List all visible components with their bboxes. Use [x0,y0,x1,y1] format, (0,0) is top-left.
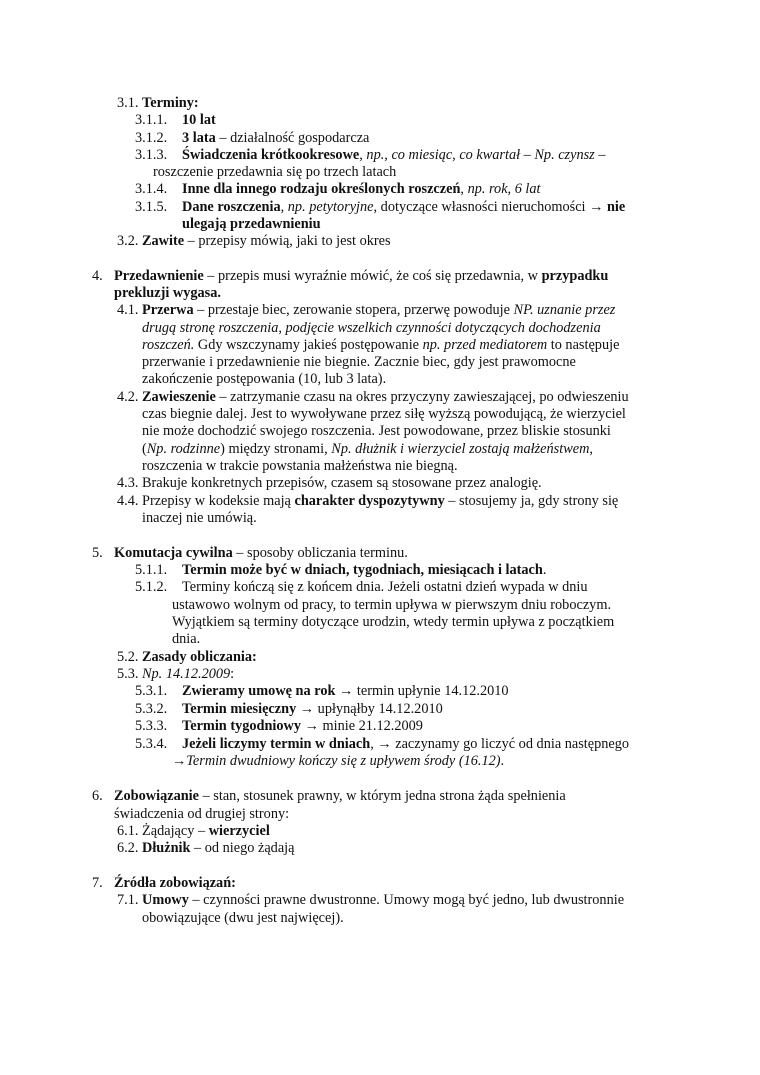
s7-1: 7.1. Umowy – czynności prawne dwustronne. Umowy mogą być jedno, lub dwustronnie [117,892,625,908]
s4-1-l2: drugą stronę roszczenia, podjęcie wszelkich czynności dotyczących dochodzenia [142,320,601,336]
s3-1-5: 3.1.5. Dane roszczenia, np. petytoryjne, dotyczące własności nieruchomości → nie [135,199,626,215]
arrow-icon: → [172,753,187,769]
s4-1-l5: zakończenie postępowania (10, lub 3 lata). [142,371,387,387]
s4-2-l3: nie może dochodzić swojego roszczenia. Jest powodowane, przez bliskie stosunki [142,423,611,439]
s4-1: 4.1. Przerwa – przestaje biec, zerowanie stopera, przerwę powoduje NP. uznanie przez [117,302,616,318]
s4-2-l4: (Np. rodzinne) między stronami, Np. dłużnik i wierzyciel zostają małżeństwem, [142,441,593,457]
s3-1-5-cont: ulegają przedawnieniu [182,216,321,232]
s6-heading-cont: świadczenia od drugiej strony: [114,806,290,822]
s4-2-l2: czas biegnie dalej. Jest to wywoływane przez siłę wyższą powodującą, że wierzyciel [142,406,626,422]
s5-3-4-l2: →Termin dwudniowy kończy się z upływem środy (16.12). [172,753,505,769]
s3-1-1: 3.1.1. 10 lat [135,112,216,128]
arrow-icon: → [301,718,319,734]
arrow-icon: → [589,199,604,215]
s5-1-2-l3: Wyjątkiem są terminy dotyczące urodzin, wtedy termin upływa z początkiem [172,614,615,630]
s5-1-2-l4: dnia. [172,631,201,647]
s6-2: 6.2. Dłużnik – od niego żądają [117,840,295,856]
s4-3: 4.3. Brakuje konkretnych przepisów, czasem są stosowane przez analogię. [117,475,542,491]
arrow-icon: → [335,683,354,699]
s5-3-3: 5.3.3. Termin tygodniowy → minie 21.12.2009 [135,718,423,734]
s3-1-2: 3.1.2. 3 lata – działalność gospodarcza [135,130,370,146]
s6-heading: 6. Zobowiązanie – stan, stosunek prawny, w którym jedna strona żąda spełnienia [92,788,566,804]
arrow-icon: → [296,701,315,717]
s3-1-3-cont: roszczenie przedawnia się po trzech latach [153,164,397,180]
s4-1-l3: roszczeń. Gdy wszczynamy jakieś postępowanie np. przed mediatorem to następuje [142,337,620,353]
s4-heading-cont: prekluzji wygasa. [114,285,221,301]
s5-3: 5.3. Np. 14.12.2009: [117,666,235,682]
s5-heading: 5. Komutacja cywilna – sposoby obliczania terminu. [92,545,408,561]
s4-2: 4.2. Zawieszenie – zatrzymanie czasu na okres przyczyny zawieszającej, po odwieszeniu [117,389,629,405]
s5-2: 5.2. Zasady obliczania: [117,649,257,665]
s3-1-3: 3.1.3. Świadczenia krótkookresowe, np., co miesiąc, co kwartał – Np. czynsz – [135,147,606,163]
s6-1: 6.1. Żądający – wierzyciel [117,823,270,839]
s4-heading: 4. Przedawnienie – przepis musi wyraźnie mówić, że coś się przedawnia, w przypadku [92,268,609,284]
s5-1-1: 5.1.1. Termin może być w dniach, tygodniach, miesiącach i latach. [135,562,547,578]
s5-3-4: 5.3.4. Jeżeli liczymy termin w dniach, → zaczynamy go liczyć od dnia następnego [135,736,630,752]
s4-4: 4.4. Przepisy w kodeksie mają charakter dyspozytywny – stosujemy ja, gdy strony się [117,493,619,509]
s4-1-l4: przerwanie i przedawnienie nie biegnie. Zacznie biec, gdy jest prawomocne [142,354,576,370]
s4-4-l2: inaczej nie umówią. [142,510,257,526]
s5-1-2-l2: ustawowo wolnym od pracy, to termin upływa w pierwszym dniu roboczym. [172,597,612,613]
s3-2: 3.2. Zawite – przepisy mówią, jaki to jest okres [117,233,391,249]
s7-1-l2: obowiązujące (dwu jest najwięcej). [142,910,344,926]
s3-1-4: 3.1.4. Inne dla innego rodzaju określonych roszczeń, np. rok, 6 lat [135,181,541,197]
s7-heading: 7. Źródła zobowiązań: [92,875,236,891]
s5-1-2: 5.1.2. Terminy kończą się z końcem dnia. Jeżeli ostatni dzień wypada w dniu [135,579,588,595]
s5-3-1: 5.3.1. Zwieramy umowę na rok → termin upłynie 14.12.2010 [135,683,509,699]
arrow-icon: → [377,736,392,752]
s3-1-heading: 3.1. Terminy: [117,95,199,111]
s5-3-2: 5.3.2. Termin miesięczny → upłynąłby 14.12.2010 [135,701,443,717]
s4-2-l5: roszczenia w trakcie powstania małżeństwa nie biegną. [142,458,458,474]
